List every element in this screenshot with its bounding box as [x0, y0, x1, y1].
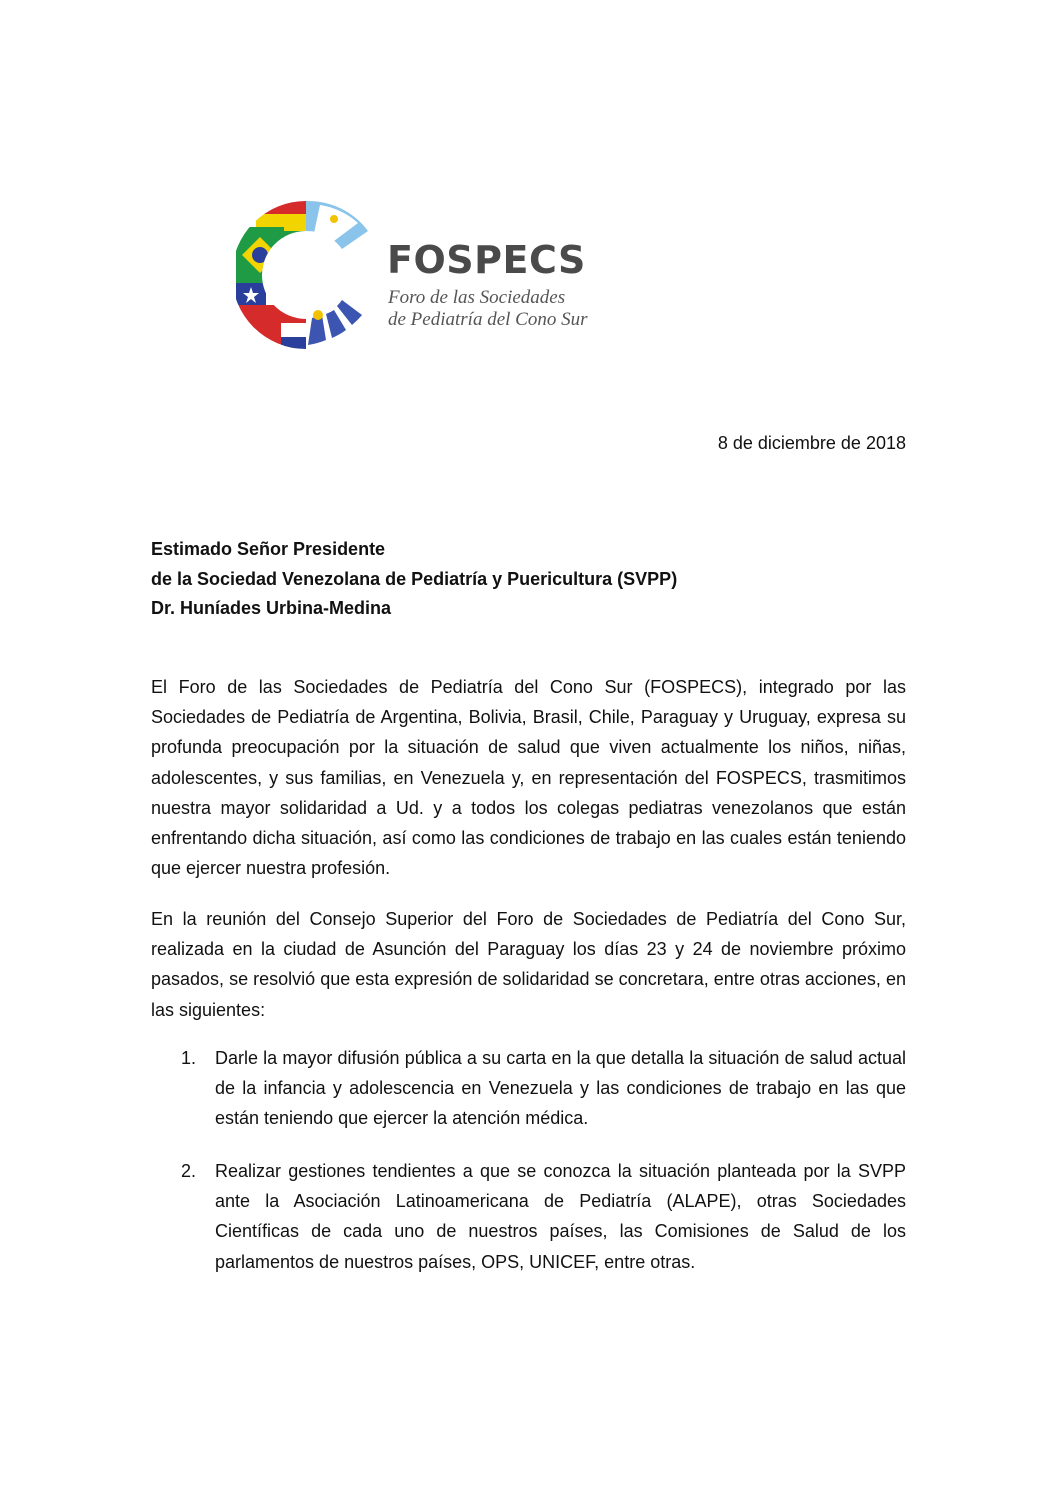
action-list-item-2-wrapper: [151, 1156, 906, 1277]
action-list-item-1-wrapper: [151, 1043, 906, 1134]
logo-subtitle-line2: de Pediatría del Cono Sur: [388, 309, 588, 330]
logo-subtitle-line1: Foro de las Sociedades: [388, 287, 566, 308]
letter-date: 8 de diciembre de 2018: [717, 433, 906, 453]
addressee-line2: de la Sociedad Venezolana de Pediatría y Puericultura (SVPP): [151, 568, 678, 589]
fospecs-logo: [236, 197, 606, 353]
list-item-number: 1.: [181, 1048, 197, 1068]
fospecs-emblem-icon: [236, 197, 376, 353]
action-list-item: [151, 1156, 906, 1277]
list-item-text: Realizar gestiones tendientes a que se conozca la situación planteada por la SVPP ante la Asociación Latinoamericana de Pediatría (ALAPE), otras Sociedades Científicas de cada uno de nuestros países, las Comisiones de Salud de los parlamentos de nuestros países, OPS, UNICEF, entre otras.: [215, 1161, 906, 1272]
addressee-line1: Estimado Señor Presidente: [151, 539, 386, 559]
action-list-item: [151, 1043, 906, 1134]
body-paragraph-2: En la reunión del Consejo Superior del Foro de Sociedades de Pediatría del Cono Sur, realizada en la ciudad de Asunción del Paraguay los días 23 y 24 de noviembre próximo pasados, se resolvió que esta expresión de solidaridad se concretara, entre otras acciones, en las siguientes:: [151, 909, 906, 1020]
addressee-line3: Dr. Huníades Urbina-Medina: [151, 598, 392, 618]
list-item-text: Darle la mayor difusión pública a su carta en la que detalla la situación de salud actual de la infancia y adolescencia en Venezuela y las condiciones de trabajo en las que están teniendo que ejercer la atención médica.: [215, 1048, 906, 1129]
addressee-block: [151, 535, 677, 624]
logo-title: FOSPECS: [387, 238, 586, 282]
body-paragraph-1: El Foro de las Sociedades de Pediatría del Cono Sur (FOSPECS), integrado por las Sociedades de Pediatría de Argentina, Bolivia, Brasil, Chile, Paraguay y Uruguay, expresa su profunda preocupación por la situación de salud que viven actualmente los niños, niñas, adolescentes, y sus familias, en Venezuela y, en representación del FOSPECS, trasmitimos nuestra mayor solidaridad a Ud. y a todos los colegas pediatras venezolanos que están enfrentando dicha situación, así como las condiciones de trabajo en las cuales están teniendo que ejercer nuestra profesión.: [151, 677, 906, 879]
list-item-number: 2.: [181, 1161, 197, 1181]
